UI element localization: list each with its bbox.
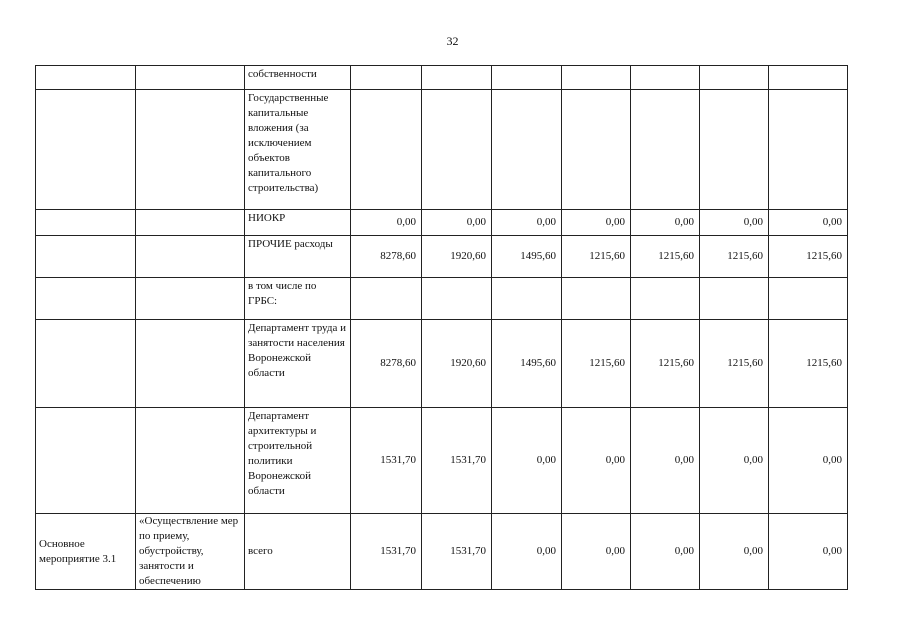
value-cell: 1215,60 — [562, 236, 631, 278]
table-row — [36, 90, 848, 210]
value-cell — [631, 278, 700, 320]
expense-label: Департамент архитектуры и строительной политики Воронежской области — [245, 408, 351, 514]
expense-label: ПРОЧИЕ расходы — [245, 236, 351, 278]
description-cell — [136, 210, 245, 236]
value-cell: 1531,70 — [422, 408, 492, 514]
value-cell — [351, 278, 422, 320]
value-cell — [769, 90, 848, 210]
activity-cell — [36, 210, 136, 236]
value-cell: 1531,70 — [351, 514, 422, 590]
value-cell: 1495,60 — [492, 236, 562, 278]
value-cell: 1215,60 — [700, 320, 769, 408]
activity-cell — [36, 408, 136, 514]
value-cell — [492, 66, 562, 90]
value-cell — [562, 66, 631, 90]
value-cell — [631, 66, 700, 90]
value-cell — [769, 66, 848, 90]
description-cell — [136, 320, 245, 408]
value-cell — [351, 90, 422, 210]
value-cell: 8278,60 — [351, 320, 422, 408]
value-cell — [562, 278, 631, 320]
value-cell: 1215,60 — [700, 236, 769, 278]
expense-label: Департамент труда и занятости населения Воронежской области — [245, 320, 351, 408]
value-cell: 0,00 — [492, 514, 562, 590]
activity-cell — [36, 278, 136, 320]
table-row — [36, 408, 848, 514]
value-cell — [422, 90, 492, 210]
value-cell — [492, 278, 562, 320]
description-cell — [136, 408, 245, 514]
value-cell — [351, 66, 422, 90]
value-cell — [700, 90, 769, 210]
value-cell: 0,00 — [562, 514, 631, 590]
value-cell — [769, 278, 848, 320]
activity-cell: Основное мероприятие 3.1 — [36, 514, 136, 590]
value-cell — [422, 278, 492, 320]
value-cell — [492, 90, 562, 210]
expense-label: НИОКР — [245, 210, 351, 236]
table-row — [36, 320, 848, 408]
value-cell: 0,00 — [700, 210, 769, 236]
value-cell: 0,00 — [769, 514, 848, 590]
description-cell — [136, 90, 245, 210]
value-cell: 0,00 — [631, 514, 700, 590]
value-cell: 0,00 — [492, 408, 562, 514]
value-cell: 0,00 — [769, 408, 848, 514]
description-cell — [136, 236, 245, 278]
description-cell: «Осуществление мер по приему, обустройству, занятости и обеспечению — [136, 514, 245, 590]
value-cell: 1531,70 — [422, 514, 492, 590]
value-cell: 0,00 — [700, 408, 769, 514]
description-cell — [136, 278, 245, 320]
expense-label: всего — [245, 514, 351, 590]
value-cell: 0,00 — [769, 210, 848, 236]
table-row — [36, 278, 848, 320]
value-cell: 1920,60 — [422, 320, 492, 408]
value-cell: 1531,70 — [351, 408, 422, 514]
value-cell — [562, 90, 631, 210]
value-cell: 0,00 — [351, 210, 422, 236]
expense-label: собственности — [245, 66, 351, 90]
value-cell: 0,00 — [700, 514, 769, 590]
value-cell: 0,00 — [422, 210, 492, 236]
value-cell: 0,00 — [562, 210, 631, 236]
table-row — [36, 210, 848, 236]
table-row — [36, 514, 848, 590]
value-cell — [631, 90, 700, 210]
value-cell: 0,00 — [492, 210, 562, 236]
activity-cell — [36, 236, 136, 278]
value-cell — [700, 278, 769, 320]
value-cell: 8278,60 — [351, 236, 422, 278]
value-cell: 1215,60 — [631, 236, 700, 278]
table-row — [36, 66, 848, 90]
table-row — [36, 236, 848, 278]
value-cell: 1215,60 — [562, 320, 631, 408]
value-cell: 1495,60 — [492, 320, 562, 408]
expense-label: в том числе по ГРБС: — [245, 278, 351, 320]
value-cell: 1920,60 — [422, 236, 492, 278]
description-cell — [136, 66, 245, 90]
value-cell: 1215,60 — [769, 236, 848, 278]
value-cell: 0,00 — [562, 408, 631, 514]
activity-cell — [36, 320, 136, 408]
page-number: 32 — [446, 34, 459, 48]
activity-cell — [36, 66, 136, 90]
value-cell: 0,00 — [631, 210, 700, 236]
value-cell — [700, 66, 769, 90]
value-cell — [422, 66, 492, 90]
value-cell: 1215,60 — [631, 320, 700, 408]
value-cell: 0,00 — [631, 408, 700, 514]
activity-cell — [36, 90, 136, 210]
budget-table — [35, 65, 848, 590]
value-cell: 1215,60 — [769, 320, 848, 408]
expense-label: Государственные капитальные вложения (за исключением объектов капитального строительства) — [245, 90, 351, 210]
